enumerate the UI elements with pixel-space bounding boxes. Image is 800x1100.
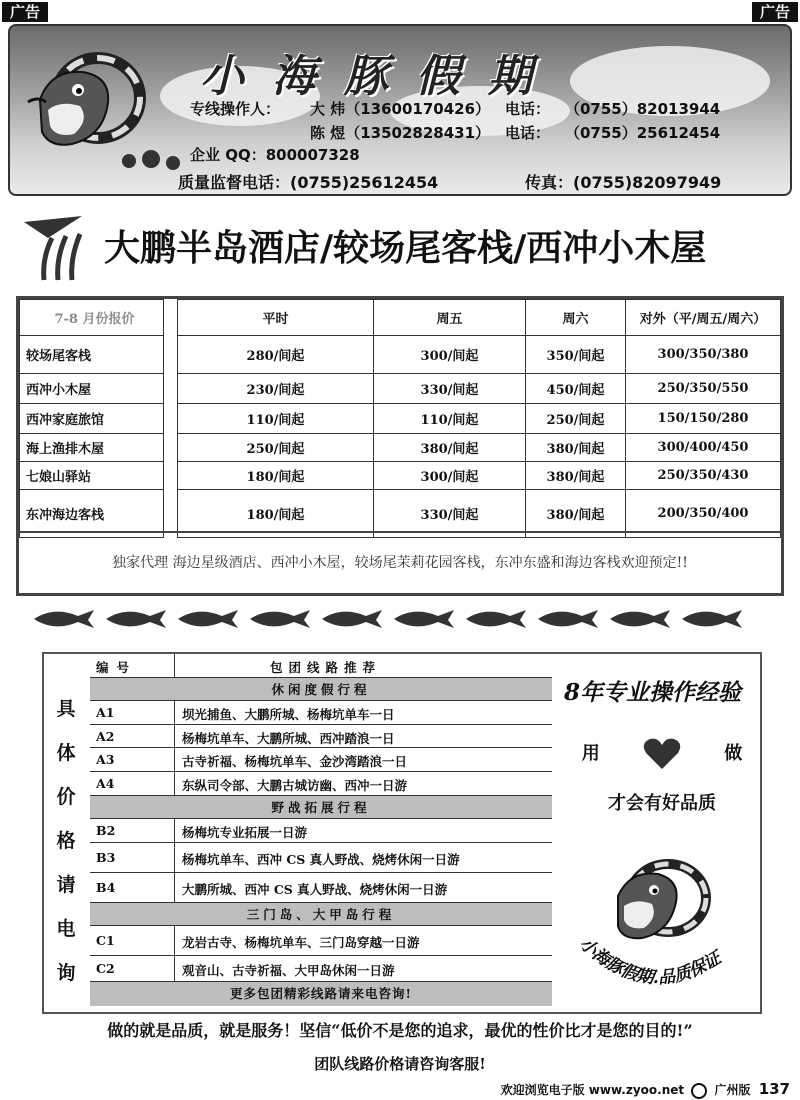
- tree-icon: [142, 150, 160, 168]
- tour-header-row: 编号 包团线路推荐: [90, 654, 552, 678]
- list-item: A1 坝光捕鱼、大鹏所城、杨梅坑单车一日: [90, 701, 552, 725]
- operator-2-name: 陈 煜（13502828431）: [310, 124, 491, 142]
- tour-routes-box: [42, 652, 762, 1014]
- footer-contact-note: 团队线路价格请咨询客服!: [314, 1055, 486, 1073]
- column-header: 周五: [374, 300, 526, 336]
- list-item: B3 杨梅坑单车、西冲 CS 真人野战、烧烤休闲一日游: [90, 843, 552, 873]
- tour-category: 休闲度假行程: [90, 678, 552, 702]
- table-row: 东冲海边客栈 180/间起 330/间起 380/间起 200/350/400: [20, 490, 781, 538]
- list-item: A3 古寺祈福、杨梅坑单车、金沙湾踏浪一日: [90, 748, 552, 772]
- qq-number: 企业 QQ：800007328: [190, 146, 360, 164]
- list-item: A2 杨梅坑单车、大鹏所城、西冲踏浪一日: [90, 725, 552, 749]
- list-item: B4 大鹏所城、西冲 CS 真人野战、烧烤休闲一日游: [90, 873, 552, 903]
- column-header: 7-8 月份报价: [20, 300, 164, 336]
- promo-heart-line: 用 做: [564, 737, 760, 771]
- arrow-icon: [18, 214, 98, 284]
- table-row: 海上渔排木屋 250/间起 380/间起 380/间起 300/400/450: [20, 434, 781, 462]
- operator-label: 专线操作人：: [190, 100, 281, 118]
- ad-tag-left: 广告: [2, 2, 48, 22]
- table-row: 七娘山驿站 180/间起 300/间起 380/间起 250/350/430: [20, 462, 781, 490]
- page-number: 137: [758, 1080, 790, 1098]
- tour-table: [90, 654, 552, 1006]
- list-item: A4 东纵司令部、大鹏古城访幽、西冲一日游: [90, 772, 552, 796]
- operator-2-phone: （0755）25612454: [565, 124, 721, 142]
- promo-slogan: 小海豚假期.品质保证: [575, 933, 725, 989]
- list-item: C2 观音山、古寺祈福、大甲岛休闲一日游: [90, 956, 552, 982]
- list-item: B2 杨梅坑专业拓展一日游: [90, 819, 552, 843]
- heart-icon: [642, 737, 682, 771]
- price-table-box: [16, 296, 784, 596]
- footer-edition: 广州版: [714, 1083, 751, 1097]
- tour-category: 三门岛、大甲岛行程: [90, 903, 552, 927]
- table-row: 西冲家庭旅馆 110/间起 110/间起 250/间起 150/150/280: [20, 404, 781, 434]
- operator-1-phone-label: 电话：: [505, 100, 551, 118]
- promo-subtitle: 才会有好品质: [608, 793, 716, 814]
- list-item: C1 龙岩古寺、杨梅坑单车、三门岛穿越一日游: [90, 926, 552, 956]
- promo-title: 8年专业操作经验: [564, 679, 742, 706]
- dolphin-mascot-icon: [20, 40, 150, 160]
- column-header: 平时: [178, 300, 374, 336]
- tree-icon: [122, 154, 136, 168]
- operator-2-phone-label: 电话：: [505, 124, 551, 142]
- footer-site: 欢迎浏览电子版 www.zyoo.net: [500, 1083, 685, 1097]
- promo-panel: [564, 674, 760, 815]
- circle-logo-icon: [691, 1083, 707, 1099]
- page-footer: [501, 1080, 790, 1099]
- supervision-phone: 质量监督电话：(0755)25612454: [178, 173, 439, 192]
- table-row: 较场尾客栈 280/间起 300/间起 350/间起 300/350/380: [20, 336, 781, 374]
- page-title: 大鹏半岛酒店/较场尾客栈/西冲小木屋: [104, 228, 707, 269]
- column-header: 周六: [526, 300, 626, 336]
- fax-number: 传真：(0755)82097949: [525, 173, 722, 192]
- tour-category: 野战拓展行程: [90, 796, 552, 820]
- more-routes-note: 更多包团精彩线路请来电咨询!: [90, 982, 552, 1006]
- table-row: 西冲小木屋 230/间起 330/间起 450/间起 250/350/550: [20, 374, 781, 404]
- header-banner: [8, 24, 792, 196]
- dolphin-slogan-badge: [562, 846, 762, 1014]
- section-title-row: [18, 212, 788, 282]
- fish-divider-decoration: [34, 606, 766, 632]
- svg-text:小海豚假期.品质保证: [575, 934, 727, 989]
- agency-note: 独家代理 海边星级酒店、西冲小木屋，较场尾茉莉花园客栈，东冲东盛和海边客栈欢迎预定!!: [19, 531, 781, 593]
- operator-1-name: 大 炜（13600170426）: [310, 100, 491, 118]
- ad-tag-right: 广告: [752, 2, 798, 22]
- side-price-label: 具 体 价 格 请 电 询: [56, 698, 76, 984]
- footer-motto: 做的就是品质，就是服务！坚信“低价不是您的追求，最优的性价比才是您的目的!”: [107, 1021, 693, 1040]
- column-header: 对外（平/周五/周六）: [626, 300, 781, 336]
- table-header-row: [20, 300, 781, 336]
- operator-1-phone: （0755）82013944: [565, 100, 721, 118]
- tree-icon: [166, 156, 180, 170]
- brand-title: 小海豚假期: [200, 51, 560, 102]
- price-table: [19, 299, 781, 538]
